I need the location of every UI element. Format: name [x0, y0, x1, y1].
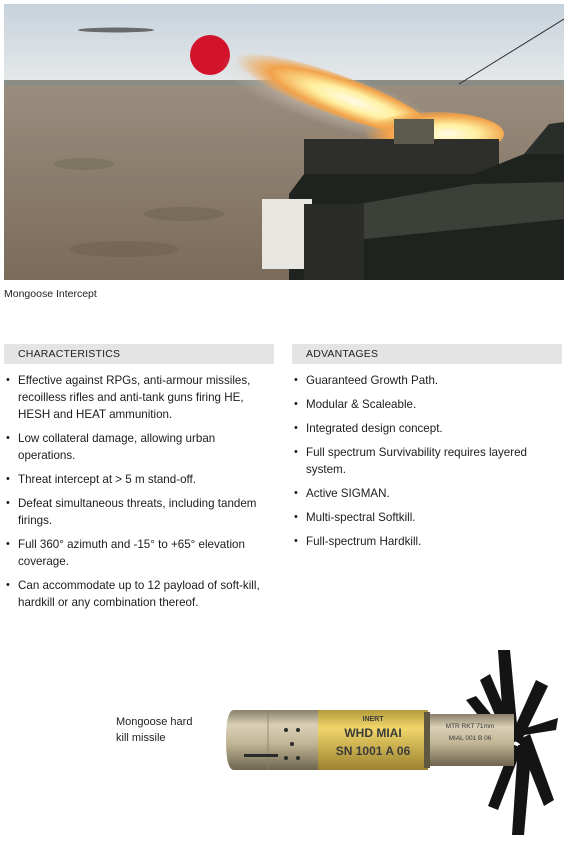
list-item: • Full spectrum Survivability requires layered system. — [292, 444, 562, 478]
list-item: • Active SIGMAN. — [292, 485, 562, 502]
missile-marking-line-2: SN 1001 A 06 — [335, 744, 411, 758]
list-item: • Integrated design concept. — [292, 420, 562, 437]
characteristics-list — [4, 372, 274, 611]
missile-marking-line-3: MTR RKT 71mm — [445, 723, 495, 730]
list-item: • Guaranteed Growth Path. — [292, 372, 562, 389]
advantages-section — [292, 344, 562, 557]
intercept-photo-illustration — [4, 4, 564, 280]
list-item: • Can accommodate up to 12 payload of soft-kill, hardkill or any combination thereof. — [4, 577, 274, 611]
missile-caption-line-2: kill missile — [116, 732, 166, 744]
list-item: • Full 360° azimuth and -15° to +65° elevation coverage. — [4, 536, 274, 570]
photo-caption: Mongoose Intercept — [4, 288, 97, 300]
advantages-list — [292, 372, 562, 550]
advantages-heading: ADVANTAGES — [292, 344, 562, 364]
characteristics-heading: CHARACTERISTICS — [4, 344, 274, 364]
missile-marking-line-4: MIAL 001 B 06 — [448, 735, 492, 742]
list-item: • Low collateral damage, allowing urban operations. — [4, 430, 274, 464]
list-item: • Effective against RPGs, anti-armour missiles, recoilless rifles and anti-tank guns firing HE, HESH and HEAT ammunition. — [4, 372, 274, 423]
missile-marking-line-1: WHD MIAI — [344, 726, 402, 740]
missile-illustration — [218, 640, 566, 840]
missile-marking-inert: INERT — [362, 716, 384, 723]
missile-caption — [116, 714, 192, 746]
list-item: • Full-spectrum Hardkill. — [292, 533, 562, 550]
missile-caption-line-1: Mongoose hard — [116, 716, 193, 728]
list-item: • Modular & Scaleable. — [292, 396, 562, 413]
characteristics-section — [4, 344, 274, 618]
intercept-photo — [4, 4, 564, 280]
list-item: • Multi-spectral Softkill. — [292, 509, 562, 526]
list-item: • Threat intercept at > 5 m stand-off. — [4, 471, 274, 488]
missile-image — [218, 640, 566, 840]
list-item: • Defeat simultaneous threats, including tandem firings. — [4, 495, 274, 529]
